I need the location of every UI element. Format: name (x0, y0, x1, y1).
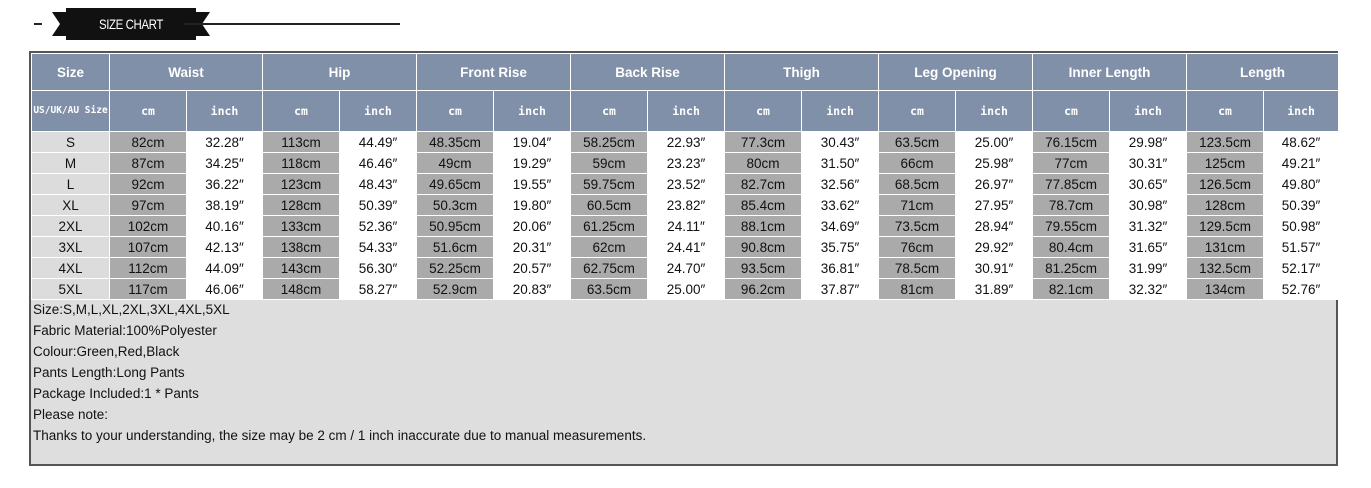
inch-cell: 28.94″ (956, 216, 1033, 237)
size-cell: 4XL (32, 258, 110, 279)
inch-cell: 25.00″ (956, 132, 1033, 153)
unit-inch-header: inch (1264, 91, 1339, 132)
cm-cell: 50.95cm (417, 216, 494, 237)
cm-cell: 71cm (879, 195, 956, 216)
unit-cm-header: cm (1033, 91, 1110, 132)
cm-cell: 93.5cm (725, 258, 802, 279)
inch-cell: 44.49″ (340, 132, 417, 153)
inch-cell: 20.06″ (494, 216, 571, 237)
cm-cell: 62.75cm (571, 258, 648, 279)
inch-cell: 23.52″ (648, 174, 725, 195)
note-line: Thanks to your understanding, the size may be 2 cm / 1 inch inaccurate due to manual measurements. (33, 428, 647, 443)
cm-cell: 118cm (263, 153, 340, 174)
inch-cell: 32.28″ (187, 132, 263, 153)
cm-cell: 107cm (110, 237, 187, 258)
cm-cell: 58.25cm (571, 132, 648, 153)
cm-cell: 148cm (263, 279, 340, 300)
unit-cm-header: cm (571, 91, 648, 132)
cm-cell: 73.5cm (879, 216, 956, 237)
table-row (32, 153, 1339, 174)
cm-cell: 49.65cm (417, 174, 494, 195)
banner-title: SIZE CHART (99, 16, 163, 32)
cm-cell: 78.5cm (879, 258, 956, 279)
note-line: Colour:Green,Red,Black (33, 344, 180, 359)
unit-cm-header: cm (110, 91, 187, 132)
inch-cell: 31.65″ (1110, 237, 1187, 258)
inch-cell: 19.29″ (494, 153, 571, 174)
inch-cell: 38.19″ (187, 195, 263, 216)
cm-cell: 59cm (571, 153, 648, 174)
cm-cell: 62cm (571, 237, 648, 258)
unit-inch-header: inch (802, 91, 879, 132)
cm-cell: 82.7cm (725, 174, 802, 195)
unit-inch-header: inch (494, 91, 571, 132)
group-header-inner-length: Inner Length (1033, 54, 1187, 91)
cm-cell: 50.3cm (417, 195, 494, 216)
inch-cell: 25.98″ (956, 153, 1033, 174)
cm-cell: 113cm (263, 132, 340, 153)
size-cell: 2XL (32, 216, 110, 237)
inch-cell: 23.82″ (648, 195, 725, 216)
inch-cell: 32.56″ (802, 174, 879, 195)
group-header-waist: Waist (110, 54, 263, 91)
unit-inch-header: inch (956, 91, 1033, 132)
inch-cell: 52.76″ (1264, 279, 1339, 300)
unit-cm-header: cm (1187, 91, 1264, 132)
cm-cell: 134cm (1187, 279, 1264, 300)
inch-cell: 22.93″ (648, 132, 725, 153)
inch-cell: 49.80″ (1264, 174, 1339, 195)
inch-cell: 23.23″ (648, 153, 725, 174)
inch-cell: 31.32″ (1110, 216, 1187, 237)
table-row (32, 258, 1339, 279)
group-header-thigh: Thigh (725, 54, 879, 91)
cm-cell: 76cm (879, 237, 956, 258)
inch-cell: 30.43″ (802, 132, 879, 153)
inch-cell: 24.11″ (648, 216, 725, 237)
inch-cell: 29.92″ (956, 237, 1033, 258)
inch-cell: 42.13″ (187, 237, 263, 258)
note-line: Fabric Material:100%Polyester (33, 323, 217, 338)
size-cell: S (32, 132, 110, 153)
group-header-leg-opening: Leg Opening (879, 54, 1033, 91)
cm-cell: 77.3cm (725, 132, 802, 153)
inch-cell: 34.25″ (187, 153, 263, 174)
cm-cell: 132.5cm (1187, 258, 1264, 279)
group-header-length: Length (1187, 54, 1339, 91)
cm-cell: 81.25cm (1033, 258, 1110, 279)
inch-cell: 27.95″ (956, 195, 1033, 216)
inch-cell: 19.55″ (494, 174, 571, 195)
cm-cell: 85.4cm (725, 195, 802, 216)
table-row (32, 174, 1339, 195)
cm-cell: 138cm (263, 237, 340, 258)
inch-cell: 58.27″ (340, 279, 417, 300)
cm-cell: 97cm (110, 195, 187, 216)
cm-cell: 96.2cm (725, 279, 802, 300)
cm-cell: 123cm (263, 174, 340, 195)
table-row (32, 195, 1339, 216)
inch-cell: 48.43″ (340, 174, 417, 195)
unit-inch-header: inch (187, 91, 263, 132)
inch-cell: 30.91″ (956, 258, 1033, 279)
group-header-row (32, 54, 1339, 91)
table-row (32, 237, 1339, 258)
group-header-front-rise: Front Rise (417, 54, 571, 91)
inch-cell: 49.21″ (1264, 153, 1339, 174)
inch-cell: 24.70″ (648, 258, 725, 279)
cm-cell: 92cm (110, 174, 187, 195)
cm-cell: 87cm (110, 153, 187, 174)
inch-cell: 29.98″ (1110, 132, 1187, 153)
unit-inch-header: inch (340, 91, 417, 132)
size-chart-banner (30, 6, 410, 42)
cm-cell: 117cm (110, 279, 187, 300)
cm-cell: 77.85cm (1033, 174, 1110, 195)
inch-cell: 52.36″ (340, 216, 417, 237)
cm-cell: 79.55cm (1033, 216, 1110, 237)
size-table-frame (29, 51, 1338, 466)
unit-cm-header: cm (725, 91, 802, 132)
size-cell: L (32, 174, 110, 195)
inch-cell: 33.62″ (802, 195, 879, 216)
inch-cell: 31.50″ (802, 153, 879, 174)
unit-header-row (32, 91, 1339, 132)
inch-cell: 50.39″ (1264, 195, 1339, 216)
size-cell: XL (32, 195, 110, 216)
note-line: Size:S,M,L,XL,2XL,3XL,4XL,5XL (33, 302, 230, 317)
cm-cell: 63.5cm (571, 279, 648, 300)
inch-cell: 26.97″ (956, 174, 1033, 195)
cm-cell: 52.25cm (417, 258, 494, 279)
cm-cell: 49cm (417, 153, 494, 174)
size-rows (32, 132, 1339, 300)
banner-dash (34, 23, 42, 25)
inch-cell: 56.30″ (340, 258, 417, 279)
cm-cell: 80cm (725, 153, 802, 174)
inch-cell: 30.31″ (1110, 153, 1187, 174)
unit-inch-header: inch (648, 91, 725, 132)
size-sub-header: US/UK/AU Size (32, 91, 110, 132)
cm-cell: 60.5cm (571, 195, 648, 216)
inch-cell: 20.83″ (494, 279, 571, 300)
size-cell: 3XL (32, 237, 110, 258)
cm-cell: 123.5cm (1187, 132, 1264, 153)
cm-cell: 51.6cm (417, 237, 494, 258)
inch-cell: 54.33″ (340, 237, 417, 258)
size-header: Size (32, 54, 110, 91)
cm-cell: 112cm (110, 258, 187, 279)
cm-cell: 78.7cm (1033, 195, 1110, 216)
cm-cell: 126.5cm (1187, 174, 1264, 195)
inch-cell: 37.87″ (802, 279, 879, 300)
inch-cell: 20.31″ (494, 237, 571, 258)
cm-cell: 128cm (1187, 195, 1264, 216)
size-table (31, 53, 1339, 300)
cm-cell: 88.1cm (725, 216, 802, 237)
cm-cell: 61.25cm (571, 216, 648, 237)
inch-cell: 48.62″ (1264, 132, 1339, 153)
inch-cell: 36.81″ (802, 258, 879, 279)
inch-cell: 32.32″ (1110, 279, 1187, 300)
cm-cell: 102cm (110, 216, 187, 237)
inch-cell: 52.17″ (1264, 258, 1339, 279)
inch-cell: 24.41″ (648, 237, 725, 258)
inch-cell: 31.99″ (1110, 258, 1187, 279)
inch-cell: 51.57″ (1264, 237, 1339, 258)
cm-cell: 133cm (263, 216, 340, 237)
cm-cell: 82cm (110, 132, 187, 153)
inch-cell: 34.69″ (802, 216, 879, 237)
inch-cell: 25.00″ (648, 279, 725, 300)
inch-cell: 19.04″ (494, 132, 571, 153)
table-row (32, 279, 1339, 300)
cm-cell: 131cm (1187, 237, 1264, 258)
unit-cm-header: cm (417, 91, 494, 132)
group-header-hip: Hip (263, 54, 417, 91)
cm-cell: 143cm (263, 258, 340, 279)
cm-cell: 128cm (263, 195, 340, 216)
banner-rule (184, 23, 400, 25)
table-row (32, 216, 1339, 237)
size-cell: 5XL (32, 279, 110, 300)
inch-cell: 44.09″ (187, 258, 263, 279)
inch-cell: 50.39″ (340, 195, 417, 216)
inch-cell: 40.16″ (187, 216, 263, 237)
cm-cell: 48.35cm (417, 132, 494, 153)
inch-cell: 36.22″ (187, 174, 263, 195)
cm-cell: 125cm (1187, 153, 1264, 174)
cm-cell: 80.4cm (1033, 237, 1110, 258)
note-line: Package Included:1 * Pants (33, 386, 199, 401)
cm-cell: 59.75cm (571, 174, 648, 195)
cm-cell: 63.5cm (879, 132, 956, 153)
inch-cell: 50.98″ (1264, 216, 1339, 237)
cm-cell: 66cm (879, 153, 956, 174)
table-row (32, 132, 1339, 153)
inch-cell: 20.57″ (494, 258, 571, 279)
size-cell: M (32, 153, 110, 174)
inch-cell: 19.80″ (494, 195, 571, 216)
cm-cell: 76.15cm (1033, 132, 1110, 153)
cm-cell: 129.5cm (1187, 216, 1264, 237)
inch-cell: 46.06″ (187, 279, 263, 300)
cm-cell: 82.1cm (1033, 279, 1110, 300)
note-line: Pants Length:Long Pants (33, 365, 185, 380)
cm-cell: 52.9cm (417, 279, 494, 300)
unit-cm-header: cm (879, 91, 956, 132)
product-notes (33, 299, 1333, 446)
inch-cell: 46.46″ (340, 153, 417, 174)
unit-cm-header: cm (263, 91, 340, 132)
note-line: Please note: (33, 407, 109, 422)
inch-cell: 30.65″ (1110, 174, 1187, 195)
unit-inch-header: inch (1110, 91, 1187, 132)
cm-cell: 68.5cm (879, 174, 956, 195)
cm-cell: 77cm (1033, 153, 1110, 174)
inch-cell: 31.89″ (956, 279, 1033, 300)
cm-cell: 90.8cm (725, 237, 802, 258)
cm-cell: 81cm (879, 279, 956, 300)
inch-cell: 30.98″ (1110, 195, 1187, 216)
inch-cell: 35.75″ (802, 237, 879, 258)
group-header-back-rise: Back Rise (571, 54, 725, 91)
